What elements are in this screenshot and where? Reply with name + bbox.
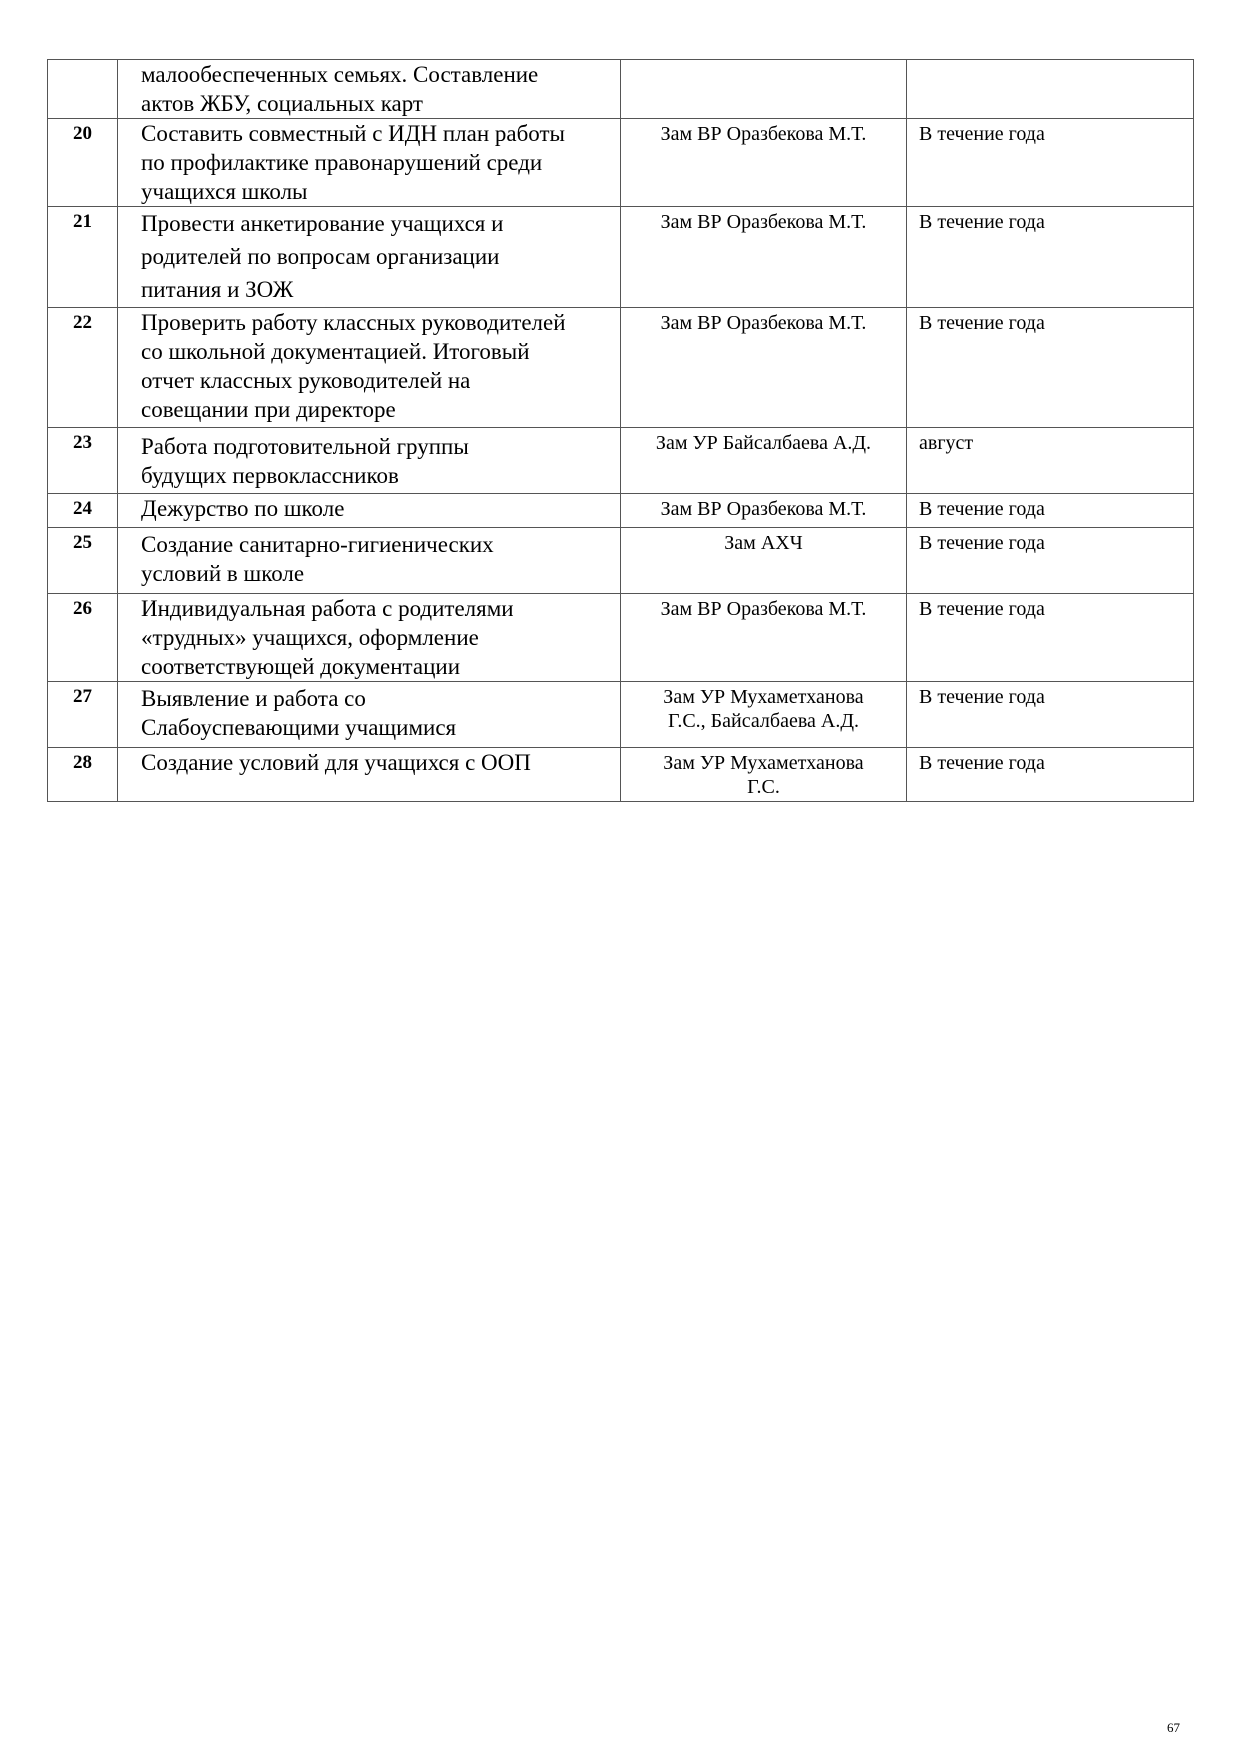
deadline-cell: В течение года: [907, 594, 1194, 682]
deadline-cell: В течение года: [907, 207, 1194, 308]
responsible-cell: [621, 207, 907, 308]
responsible-line: Зам УР Мухаметханова: [663, 686, 864, 708]
task-line: условий в школе: [141, 561, 305, 586]
deadline-cell: В течение года: [907, 494, 1194, 528]
task-line: Слабоуспевающими учащимися: [141, 715, 457, 740]
task-line: «трудных» учащихся, оформление: [141, 625, 479, 650]
row-number: 27: [48, 682, 118, 748]
responsible-cell: [621, 528, 907, 594]
responsible-line: Зам ВР Оразбекова М.Т.: [660, 123, 867, 145]
task-cell: [118, 494, 621, 528]
task-cell: [118, 748, 621, 802]
row-number: 22: [48, 308, 118, 428]
task-line: Выявление и работа со: [141, 686, 366, 711]
task-line: совещании при директоре: [141, 397, 396, 422]
row-number: 23: [48, 428, 118, 494]
task-cell: [118, 428, 621, 494]
deadline-cell: В течение года: [907, 528, 1194, 594]
task-line: родителей по вопросам организации: [141, 244, 500, 269]
table-row: [48, 119, 1194, 207]
row-number: [48, 60, 118, 119]
task-line: Дежурство по школе: [141, 496, 345, 521]
row-number: 20: [48, 119, 118, 207]
table-row: [48, 528, 1194, 594]
task-line: Работа подготовительной группы: [141, 434, 469, 459]
table-row: [48, 594, 1194, 682]
responsible-cell: [621, 682, 907, 748]
task-line: Создание санитарно-гигиенических: [141, 532, 494, 557]
deadline-cell: В течение года: [907, 748, 1194, 802]
deadline-cell: В течение года: [907, 308, 1194, 428]
task-cell: [118, 682, 621, 748]
task-line: со школьной документацией. Итоговый: [141, 339, 530, 364]
table-row: [48, 207, 1194, 308]
task-line: по профилактике правонарушений среди: [141, 150, 543, 175]
deadline-cell: В течение года: [907, 119, 1194, 207]
task-cell: [118, 60, 621, 119]
task-line: малообеспеченных семьях. Составление: [141, 62, 539, 87]
responsible-cell: [621, 748, 907, 802]
deadline-cell: В течение года: [907, 682, 1194, 748]
responsible-line: Зам УР Мухаметханова: [663, 752, 864, 774]
table-row: [48, 308, 1194, 428]
task-line: Составить совместный с ИДН план работы: [141, 121, 565, 146]
task-line: отчет классных руководителей на: [141, 368, 471, 393]
deadline-cell: [907, 60, 1194, 119]
task-line: Индивидуальная работа с родителями: [141, 596, 514, 621]
plan-table: [47, 59, 1194, 802]
task-cell: [118, 528, 621, 594]
responsible-line: Зам ВР Оразбекова М.Т.: [660, 211, 867, 233]
table-row: [48, 428, 1194, 494]
row-number: 28: [48, 748, 118, 802]
task-line: Создание условий для учащихся с ООП: [141, 750, 531, 775]
task-cell: [118, 594, 621, 682]
deadline-cell: август: [907, 428, 1194, 494]
table-row: [48, 60, 1194, 119]
row-number: 21: [48, 207, 118, 308]
task-line: Провести анкетирование учащихся и: [141, 211, 504, 236]
responsible-line: Зам АХЧ: [724, 532, 803, 554]
responsible-cell: [621, 119, 907, 207]
responsible-line: Зам ВР Оразбекова М.Т.: [660, 498, 867, 520]
task-line: соответствующей документации: [141, 654, 461, 679]
table-row: [48, 682, 1194, 748]
task-line: актов ЖБУ, социальных карт: [141, 91, 423, 116]
responsible-cell: [621, 428, 907, 494]
responsible-cell: [621, 308, 907, 428]
task-line: питания и ЗОЖ: [141, 277, 294, 302]
task-line: учащихся школы: [141, 179, 308, 204]
task-cell: [118, 119, 621, 207]
page-number: 67: [1167, 1720, 1180, 1735]
task-line: будущих первоклассников: [141, 463, 399, 488]
responsible-line: Г.С.: [747, 776, 780, 798]
responsible-cell: [621, 494, 907, 528]
responsible-cell: [621, 60, 907, 119]
responsible-line: Зам ВР Оразбекова М.Т.: [660, 598, 867, 620]
task-line: Проверить работу классных руководителей: [141, 310, 566, 335]
task-cell: [118, 207, 621, 308]
responsible-cell: [621, 594, 907, 682]
responsible-line: Г.С., Байсалбаева А.Д.: [668, 710, 859, 732]
row-number: 25: [48, 528, 118, 594]
table-row: [48, 494, 1194, 528]
task-cell: [118, 308, 621, 428]
table-row: [48, 748, 1194, 802]
responsible-line: Зам ВР Оразбекова М.Т.: [660, 312, 867, 334]
responsible-line: Зам УР Байсалбаева А.Д.: [655, 432, 872, 454]
row-number: 24: [48, 494, 118, 528]
row-number: 26: [48, 594, 118, 682]
